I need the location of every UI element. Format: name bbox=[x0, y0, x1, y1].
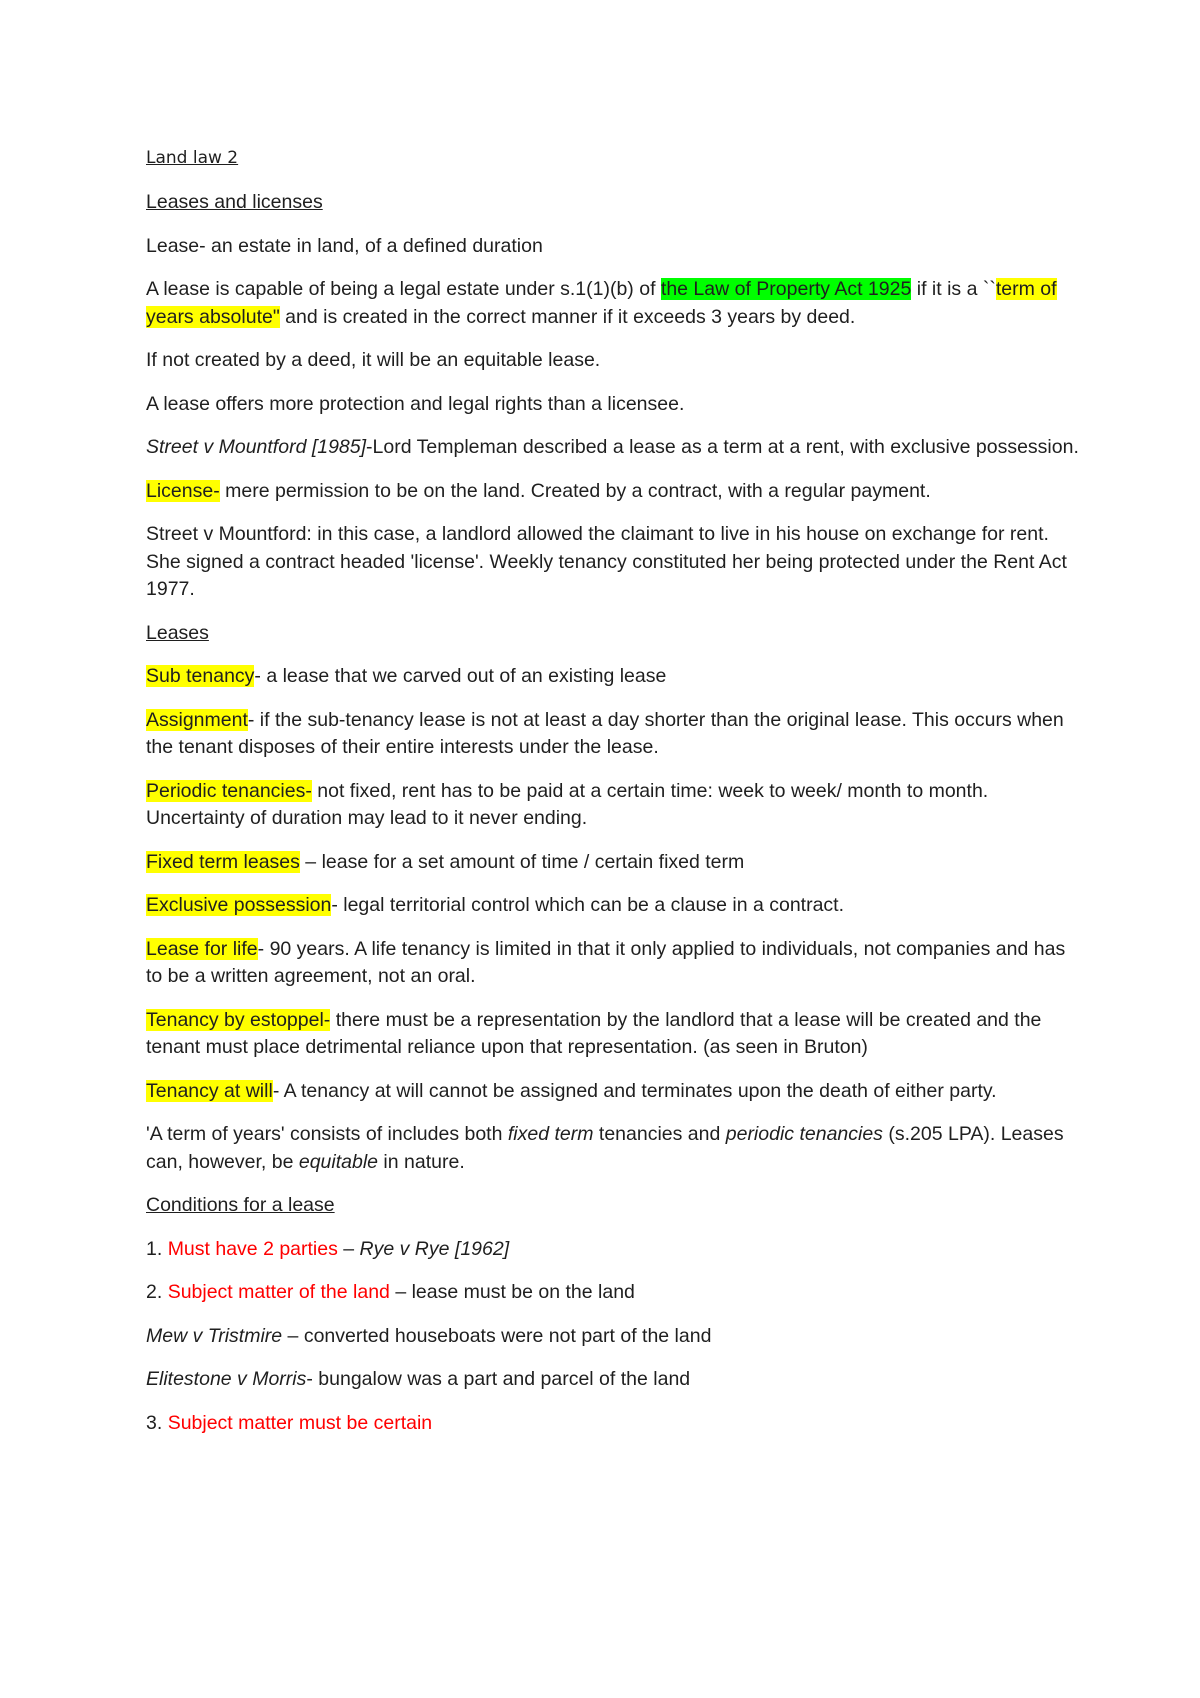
definition-term: Tenancy by estoppel- bbox=[146, 1008, 331, 1031]
text: tenancies and bbox=[593, 1123, 726, 1145]
condition-title: Must have 2 parties bbox=[167, 1237, 338, 1260]
text: mere permission to be on the land. Created by a contract, with a regular payment. bbox=[219, 479, 931, 502]
case-name: Mew v Tristmire bbox=[146, 1324, 283, 1347]
definition-item bbox=[146, 1078, 1080, 1106]
highlight-act: the Law of Property Act 1925 bbox=[660, 278, 912, 300]
equitable-paragraph: If not created by a deed, it will be an equitable lease. bbox=[146, 349, 601, 371]
case-name: Street v Mountford [1985] bbox=[146, 436, 367, 458]
text: 'A term of years' consists of includes both bbox=[146, 1123, 508, 1145]
definition-text: - if the sub-tenancy lease is not at least a day shorter than the original lease. This occurs when the tenant disposes of their entire interests under the lease. bbox=[146, 708, 1064, 758]
case-name: Elitestone v Morris bbox=[146, 1368, 307, 1390]
heading-leases bbox=[146, 620, 1080, 648]
italic-text: fixed term bbox=[507, 1123, 594, 1145]
term-of-years-paragraph bbox=[146, 1121, 1080, 1176]
protection-paragraph: A lease offers more protection and legal rights than a licensee. bbox=[146, 392, 685, 415]
condition-title: Subject matter of the land bbox=[167, 1281, 390, 1303]
definition-item bbox=[146, 663, 1080, 691]
heading-text: Leases bbox=[146, 621, 209, 644]
text: - bungalow was a part and parcel of the land bbox=[306, 1368, 691, 1390]
definition-text: - legal territorial control which can be a clause in a contract. bbox=[331, 894, 845, 916]
highlight-term: License- bbox=[146, 479, 220, 502]
definition-text: - A tenancy at will cannot be assigned and terminates upon the death of either party. bbox=[272, 1079, 997, 1102]
highlight-term: term of years absolute" bbox=[146, 278, 1057, 328]
text: if it is a `` bbox=[911, 278, 996, 300]
definition-text: - 90 years. A life tenancy is limited in that it only applied to individuals, not companies and has to be a written agreement, not an oral. bbox=[146, 937, 1066, 987]
text: -Lord Templeman described a lease as a term at a rent, with exclusive possession. bbox=[366, 436, 1079, 458]
definition-item bbox=[146, 707, 1080, 762]
street-mountford-paragraph bbox=[146, 434, 1080, 462]
definition-term: Tenancy at will bbox=[146, 1079, 273, 1102]
lease-definition: Lease- an estate in land, of a defined duration bbox=[146, 234, 543, 257]
text: in nature. bbox=[378, 1150, 465, 1173]
definition-text: - a lease that we carved out of an existing lease bbox=[254, 665, 667, 687]
condition-2 bbox=[146, 1279, 1080, 1307]
text: – lease must be on the land bbox=[389, 1281, 635, 1303]
definition-term: Lease for life bbox=[146, 937, 258, 960]
definition-term: Assignment bbox=[146, 708, 248, 731]
italic-text: equitable bbox=[298, 1150, 379, 1173]
legal-estate-paragraph bbox=[146, 276, 1080, 331]
definition-text: there must be a representation by the landlord that a lease will be created and the tenant must place detrimental reliance upon that representation. (as seen in Bruton) bbox=[146, 1008, 1042, 1058]
condition-1 bbox=[146, 1236, 1080, 1264]
italic-text: periodic tenancies bbox=[725, 1123, 883, 1145]
condition-title: Subject matter must be certain bbox=[167, 1411, 433, 1434]
text: – converted houseboats were not part of the land bbox=[282, 1324, 712, 1347]
text: A lease is capable of being a legal estate under s.1(1)(b) of bbox=[146, 278, 661, 300]
definition-text: – lease for a set amount of time / certain fixed term bbox=[299, 850, 745, 873]
definition-term: Sub tenancy bbox=[146, 665, 255, 687]
definition-item bbox=[146, 1007, 1080, 1062]
case-name: Rye v Rye [1962] bbox=[359, 1237, 510, 1260]
document-title: Land law 2 bbox=[146, 148, 239, 168]
definition-item bbox=[146, 849, 1080, 877]
license-paragraph bbox=[146, 478, 1080, 506]
heading-conditions bbox=[146, 1192, 1080, 1220]
definition-text: not fixed, rent has to be paid at a certain time: week to week/ month to month. Uncertainty of duration may lead to it never ending. bbox=[146, 779, 989, 829]
text: (s.205 LPA). Leases can, however, be bbox=[146, 1123, 1064, 1173]
definition-item bbox=[146, 936, 1080, 991]
heading-text: Leases and licenses bbox=[146, 191, 323, 213]
definition-item bbox=[146, 892, 1080, 920]
street-case-paragraph: Street v Mountford: in this case, a landlord allowed the claimant to live in his house on exchange for rent. She signed a contract headed 'license'. Weekly tenancy constituted her being protected under the Rent Act 1977. bbox=[146, 523, 1067, 600]
condition-number: 3. bbox=[146, 1411, 168, 1434]
heading-leases-and-licenses bbox=[146, 189, 1080, 217]
definition-term: Exclusive possession bbox=[146, 894, 332, 916]
definition-term: Fixed term leases bbox=[146, 850, 300, 873]
condition-number: 1. bbox=[146, 1237, 168, 1260]
definition-term: Periodic tenancies- bbox=[146, 779, 312, 802]
text: and is created in the correct manner if it exceeds 3 years by deed. bbox=[279, 305, 856, 328]
condition-3 bbox=[146, 1410, 1080, 1438]
mew-case-paragraph bbox=[146, 1323, 1080, 1351]
definition-item bbox=[146, 778, 1080, 833]
elitestone-case-paragraph bbox=[146, 1366, 1080, 1394]
text: – bbox=[337, 1237, 360, 1260]
heading-text: Conditions for a lease bbox=[146, 1194, 335, 1216]
condition-number: 2. bbox=[146, 1281, 168, 1303]
